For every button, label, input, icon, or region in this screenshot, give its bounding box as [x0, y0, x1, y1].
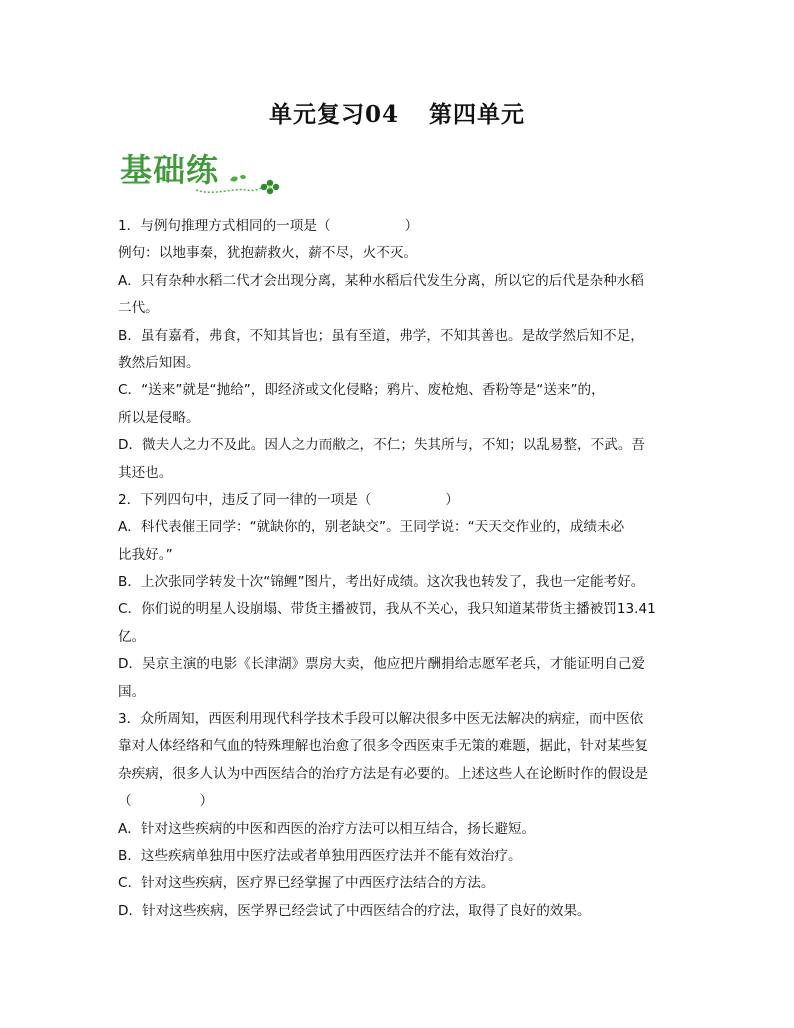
question-2-option-a-cont: 比我好。”	[118, 546, 173, 563]
question-2-option-b: B．上次张同学转发十次“锦鲤”图片，考出好成绩。这次我也转发了，我也一定能考好。	[118, 574, 645, 591]
section-badge	[118, 150, 283, 198]
question-1-option-a-cont: 二代。	[118, 300, 159, 317]
badge-label: 基础练	[120, 151, 220, 189]
question-2-option-a: A．科代表催王同学：“就缺你的，别老缺交”。王同学说：“天天交作业的，成绩未必	[118, 519, 625, 536]
question-3-option-c: C．针对这些疾病，医疗界已经掌握了中西医疗法结合的方法。	[118, 875, 495, 892]
title-main: 单元复习04	[268, 101, 399, 128]
question-1-option-c: C．“送来”就是“抛给”，即经济或文化侵略；鸦片、废枪炮、香粉等是“送来”的，	[118, 382, 605, 399]
question-3-stem-line-3: 杂疾病，很多人认为中西医结合的治疗方法是有必要的。上述这些人在论断时作的假设是	[118, 765, 649, 782]
question-2-option-d-cont: 国。	[118, 683, 146, 700]
question-3-option-d: D．针对这些疾病，医学界已经尝试了中西医结合的疗法，取得了良好的效果。	[118, 902, 591, 919]
question-1-example: 例句：以地事秦，犹抱薪救火，薪不尽，火不灭。	[118, 245, 418, 262]
question-1-option-d: D．微夫人之力不及此。因人之力而敝之，不仁；失其所与，不知；以乱易整，不武。吾	[118, 437, 646, 454]
question-3-option-a: A．针对这些疾病的中医和西医的治疗方法可以相互结合，扬长避短。	[118, 820, 536, 837]
question-1-option-b-cont: 教然后知困。	[118, 354, 200, 371]
question-3-option-b: B．这些疾病单独用中医疗法或者单独用西医疗法并不能有效治疗。	[118, 847, 522, 864]
question-2-option-c-cont: 亿。	[118, 628, 146, 645]
question-3-stem-line-2: 靠对人体经络和气血的特殊理解也治愈了很多令西医束手无策的难题，据此，针对某些复	[118, 738, 649, 755]
question-1-option-a: A．只有杂种水稻二代才会出现分离，某种水稻后代发生分离，所以它的后代是杂种水稻	[118, 272, 644, 289]
title-sub: 第四单元	[429, 101, 525, 128]
question-2-option-c: C．你们说的明星人设崩塌、带货主播被罚，我从不关心，我只知道某带货主播被罚13.41	[118, 601, 656, 618]
question-3-stem-line-1: 3．众所周知，西医利用现代科学技术手段可以解决很多中医无法解决的病症，而中医依	[118, 711, 644, 728]
question-3-answer-paren: （ ）	[118, 793, 214, 810]
question-1-option-c-cont: 所以是侵略。	[118, 409, 200, 426]
question-1-option-b: B．虽有嘉肴，弗食，不知其旨也；虽有至道，弗学，不知其善也。是故学然后知不足，	[118, 327, 644, 344]
question-1-stem: 1．与例句推理方式相同的一项是（ ）	[118, 218, 419, 234]
page-title	[0, 96, 794, 129]
clover-vine-icon	[118, 150, 283, 198]
question-2-option-d: D．吴京主演的电影《长津湖》票房大卖，他应把片酬捐给志愿军老兵，才能证明自己爱	[118, 656, 646, 673]
question-2-stem: 2．下列四句中，违反了同一律的一项是（ ）	[118, 491, 459, 508]
question-list	[118, 213, 698, 925]
question-1-option-d-cont: 其还也。	[118, 464, 173, 481]
